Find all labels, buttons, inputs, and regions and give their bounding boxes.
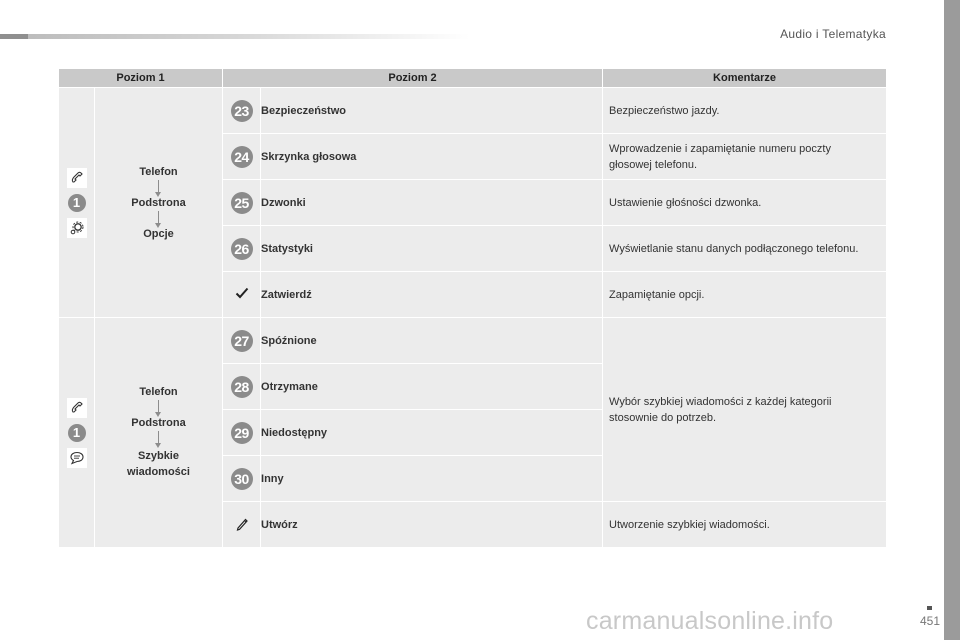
path-step-options: Opcje [143,227,174,240]
path-step-quick-messages: Szybkie wiadomości [127,449,190,478]
option-comment: Wprowadzenie i zapamiętanie numeru poczty głosowej telefonu. [603,134,887,180]
path-arrow [158,400,159,413]
phone-handset-icon [67,168,87,188]
page-number: 451 [919,614,940,628]
level1-number-badge: 1 [68,424,86,442]
option-comment: Wyświetlanie stanu danych podłączonego telefonu. [603,226,887,272]
path-arrow [158,180,159,193]
table-header-row [59,69,887,88]
column-header-level1: Poziom 1 [59,69,223,88]
option-name: Statystyki [261,226,603,272]
level1-number-badge: 1 [68,194,86,212]
option-name: Niedostępny [261,410,603,456]
page-marker [927,606,932,610]
step-number-badge: 29 [231,422,253,444]
level1-path-cell [95,88,223,318]
step-number-badge: 30 [231,468,253,490]
option-comment: Bezpieczeństwo jazdy. [603,88,887,134]
header-rule [0,34,470,39]
path-arrow [158,431,159,444]
step-number-badge: 23 [231,100,253,122]
checkmark-icon [223,272,261,318]
phone-handset-icon [67,398,87,418]
column-header-comments: Komentarze [603,69,887,88]
level1-icons-cell [59,88,95,318]
option-comment: Wybór szybkiej wiadomości z każdej kategorii stosownie do potrzeb. [603,318,887,502]
path-step-subpage: Podstrona [131,196,186,209]
option-comment: Utworzenie szybkiej wiadomości. [603,502,887,548]
option-name: Dzwonki [261,180,603,226]
menu-table [58,68,887,548]
option-name: Inny [261,456,603,502]
path-step-subpage: Podstrona [131,416,186,429]
path-step-phone: Telefon [139,165,178,178]
option-name: Zatwierdź [261,272,603,318]
step-number-badge: 28 [231,376,253,398]
watermark: carmanualsonline.info [586,607,834,635]
gear-options-icon [67,218,87,238]
step-number-badge: 26 [231,238,253,260]
column-header-level2: Poziom 2 [223,69,603,88]
path-arrow [158,211,159,224]
table-row [59,88,887,134]
level1-icons-cell [59,318,95,548]
option-comment: Zapamiętanie opcji. [603,272,887,318]
option-name: Utwórz [261,502,603,548]
option-name: Bezpieczeństwo [261,88,603,134]
path-step-phone: Telefon [139,385,178,398]
step-number-badge: 24 [231,146,253,168]
option-name: Skrzynka głosowa [261,134,603,180]
message-icon [67,448,87,468]
option-name: Spóźnione [261,318,603,364]
option-name: Otrzymane [261,364,603,410]
page-edge-strip [944,0,960,640]
header-rule-accent [0,34,28,39]
table-row [59,318,887,364]
step-number-badge: 25 [231,192,253,214]
option-comment: Ustawienie głośności dzwonka. [603,180,887,226]
level1-path-cell [95,318,223,548]
section-title: Audio i Telematyka [780,27,886,41]
step-number-badge: 27 [231,330,253,352]
pencil-icon [223,502,261,548]
